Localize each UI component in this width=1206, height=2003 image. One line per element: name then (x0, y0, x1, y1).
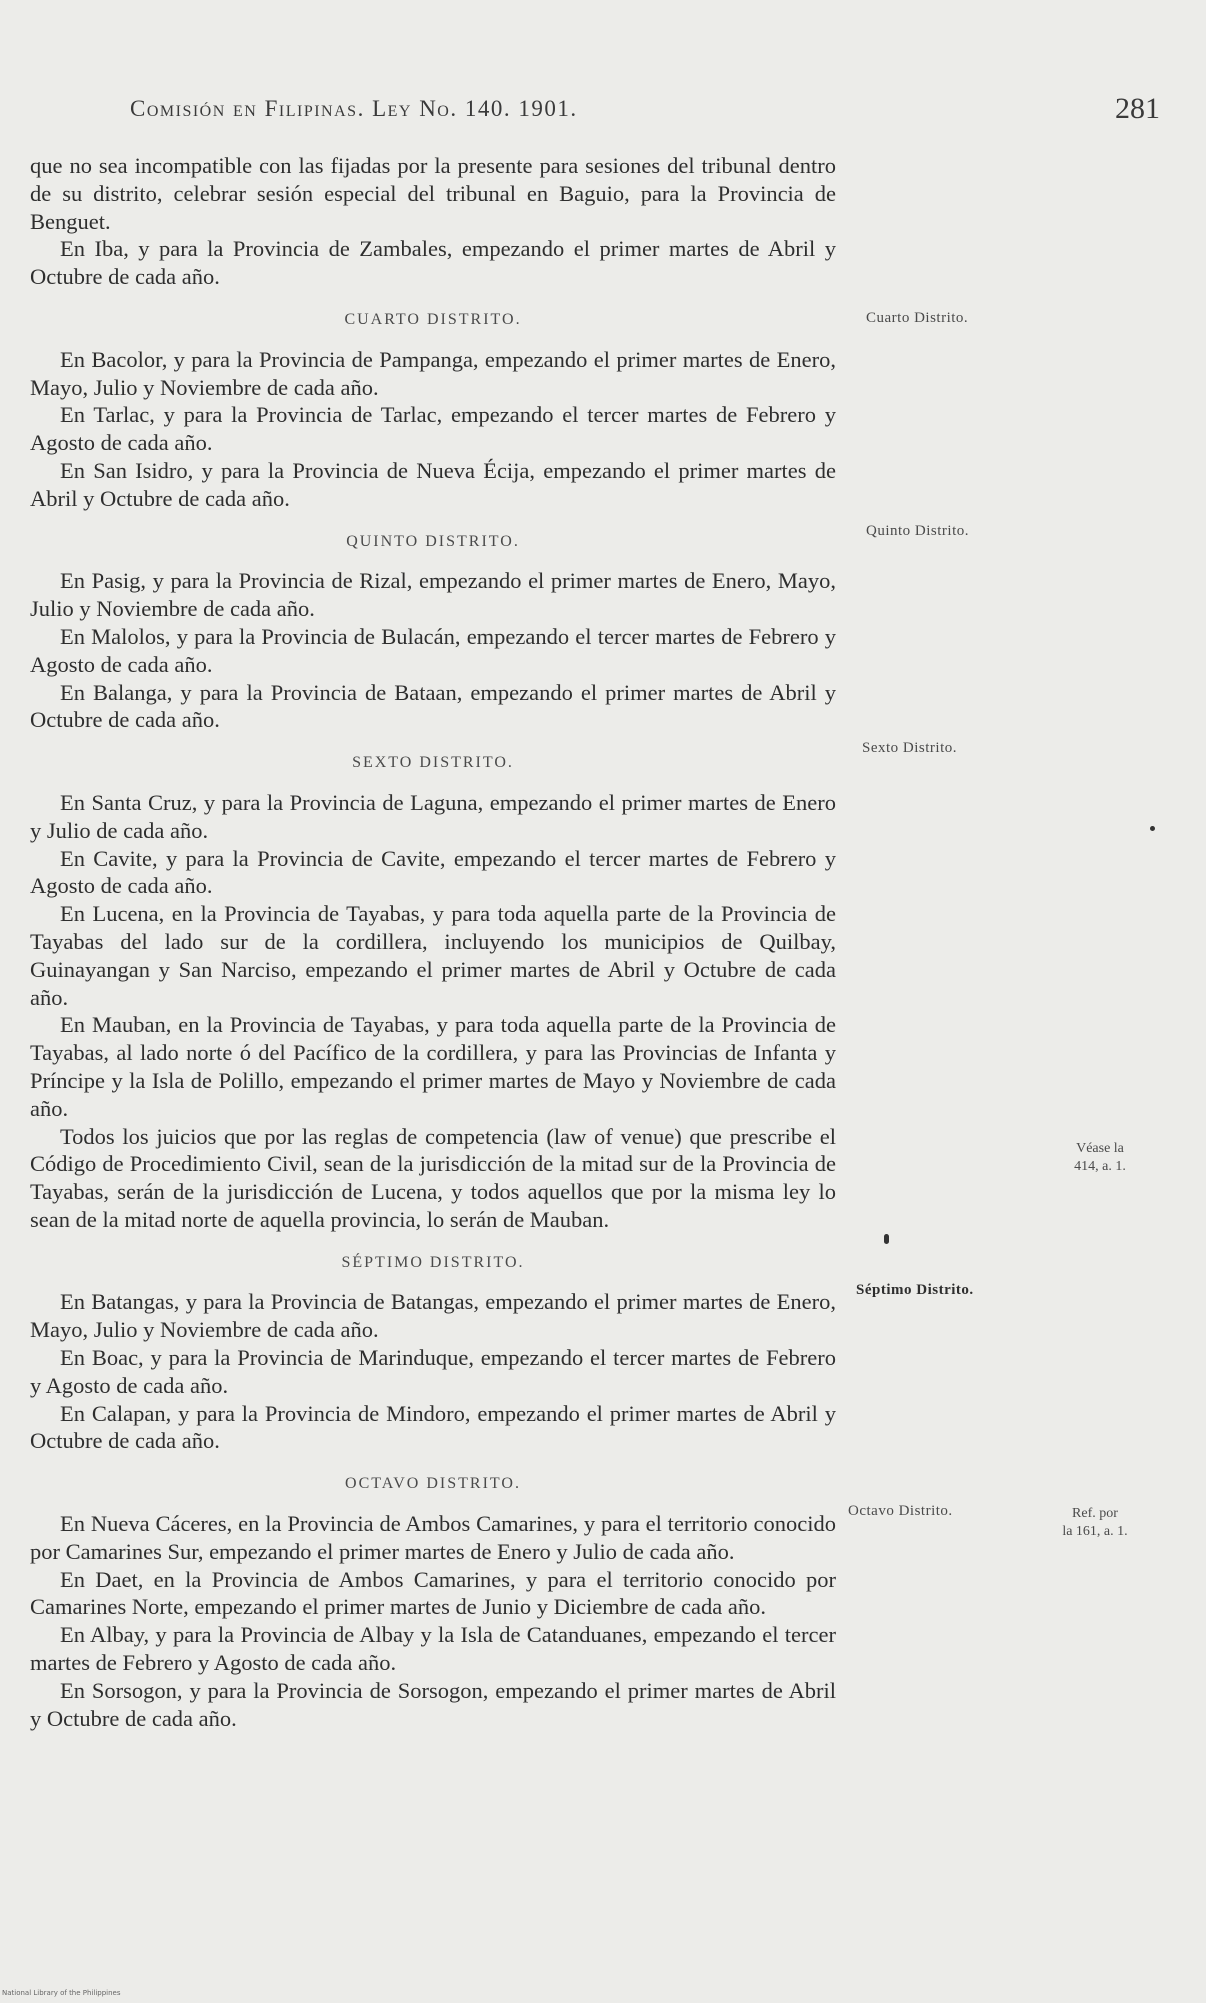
side-reference-line: la 161, a. 1. (1062, 1524, 1128, 1539)
section-heading-cuarto: CUARTO DISTRITO. (344, 310, 522, 328)
paragraph: En Calapan, y para la Provincia de Mindoro, empezando el primer martes de Abril y Octubre de cada año. (30, 1400, 836, 1454)
paragraph: En Bacolor, y para la Provincia de Pampanga, empezando el primer martes de Enero, Mayo, Julio y Noviembre de cada año. (30, 346, 836, 400)
paragraph: En Santa Cruz, y para la Provincia de Laguna, empezando el primer martes de Enero y Julio de cada año. (30, 789, 836, 843)
side-reference-line: 414, a. 1. (1074, 1159, 1126, 1174)
paragraph: En Mauban, en la Provincia de Tayabas, y para toda aquella parte de la Provincia de Tayabas, al lado norte ó del Pacífico de la cordillera, y para las Provincias de Infanta y Príncipe y la Isla de Polillo, empezando el primer martes de Mayo y Noviembre de cada año. (30, 1012, 836, 1121)
side-reference-vease (1040, 1140, 1160, 1176)
paragraph: En Boac, y para la Provincia de Marinduque, empezando el tercer martes de Febrero y Agosto de cada año. (30, 1345, 836, 1398)
paragraph: En Daet, en la Provincia de Ambos Camarines, y para el territorio conocido por Camarines Norte, empezando el primer martes de Junio y Diciembre de cada año. (30, 1566, 836, 1620)
section-heading-sexto: SEXTO DISTRITO. (352, 754, 514, 772)
paragraph: En Balanga, y para la Provincia de Bataan, empezando el primer martes de Abril y Octubre de cada año. (30, 679, 836, 733)
margin-note-quinto: Quinto Distrito. (866, 523, 970, 539)
paragraph: En Nueva Cáceres, en la Provincia de Ambos Camarines, y para el territorio conocido por Camarines Sur, empezando el primer martes de Enero y Julio de cada año. (30, 1511, 836, 1564)
ink-speck (1150, 826, 1155, 831)
paragraph: En Lucena, en la Provincia de Tayabas, y para toda aquella parte de la Provincia de Tayabas del lado sur de la cordillera, incluyendo los municipios de Quilbay, Guinayangan y San Narciso, empezando el primer martes de Abril y Octubre de cada año. (30, 901, 836, 1010)
page-header (130, 92, 1160, 132)
section-heading-octavo: OCTAVO DISTRITO. (345, 1475, 521, 1493)
paragraph: En Tarlac, y para la Provincia de Tarlac, empezando el tercer martes de Febrero y Agosto de cada año. (30, 402, 836, 456)
side-reference-line: Ref. por (1072, 1506, 1118, 1521)
paragraph: Todos los juicios que por las reglas de competencia (law of venue) que prescribe el Código de Procedimiento Civil, sean de la jurisdicción de la mitad sur de la Provincia de Tayabas, serán de la jurisdicción de Lucena, y todos aquellos que por la misma ley lo sean de la mitad norte de aquella provincia, lo serán de Mauban. (30, 1123, 836, 1232)
section-heading-septimo: SÉPTIMO DISTRITO. (341, 1253, 525, 1271)
side-reference-ref (1030, 1505, 1160, 1541)
margin-note-sexto: Sexto Distrito. (862, 740, 958, 756)
side-reference-line: Véase la (1076, 1141, 1124, 1156)
paragraph: En Pasig, y para la Provincia de Rizal, empezando el primer martes de Enero, Mayo, Julio y Noviembre de cada año. (30, 568, 836, 622)
paragraph: En Cavite, y para la Provincia de Cavite, empezando el tercer martes de Febrero y Agosto de cada año. (30, 845, 836, 899)
paragraph: En Iba, y para la Provincia de Zambales, empezando el primer martes de Abril y Octubre de cada año. (30, 236, 836, 290)
margin-note-septimo: Séptimo Distrito. (856, 1282, 974, 1298)
paragraph: En Albay, y para la Provincia de Albay y la Isla de Catanduanes, empezando el tercer martes de Febrero y Agosto de cada año. (30, 1622, 836, 1676)
section-heading-quinto: QUINTO DISTRITO. (346, 532, 520, 550)
paragraph: En Sorsogon, y para la Provincia de Sorsogon, empezando el primer martes de Abril y Octubre de cada año. (30, 1677, 836, 1731)
footer-tag: National Library of the Philippines (2, 1989, 121, 1997)
body-text (30, 152, 836, 1732)
page-number: 281 (1115, 92, 1160, 125)
paragraph: En Batangas, y para la Provincia de Batangas, empezando el primer martes de Enero, Mayo, Julio y Noviembre de cada año. (30, 1289, 836, 1343)
paragraph: En San Isidro, y para la Provincia de Nueva Écija, empezando el primer martes de Abril y Octubre de cada año. (30, 457, 836, 511)
paragraph: que no sea incompatible con las fijadas por la presente para sesiones del tribunal dentro de su distrito, celebrar sesión especial del tribunal en Baguio, para la Provincia de Benguet. (30, 153, 836, 234)
margin-note-octavo: Octavo Distrito. (848, 1503, 953, 1519)
running-title: Comisión en Filipinas. Ley No. 140. 1901. (130, 96, 578, 121)
ink-speck (884, 1234, 889, 1244)
margin-note-cuarto: Cuarto Distrito. (866, 310, 969, 326)
paragraph: En Malolos, y para la Provincia de Bulacán, empezando el tercer martes de Febrero y Agosto de cada año. (30, 623, 836, 677)
